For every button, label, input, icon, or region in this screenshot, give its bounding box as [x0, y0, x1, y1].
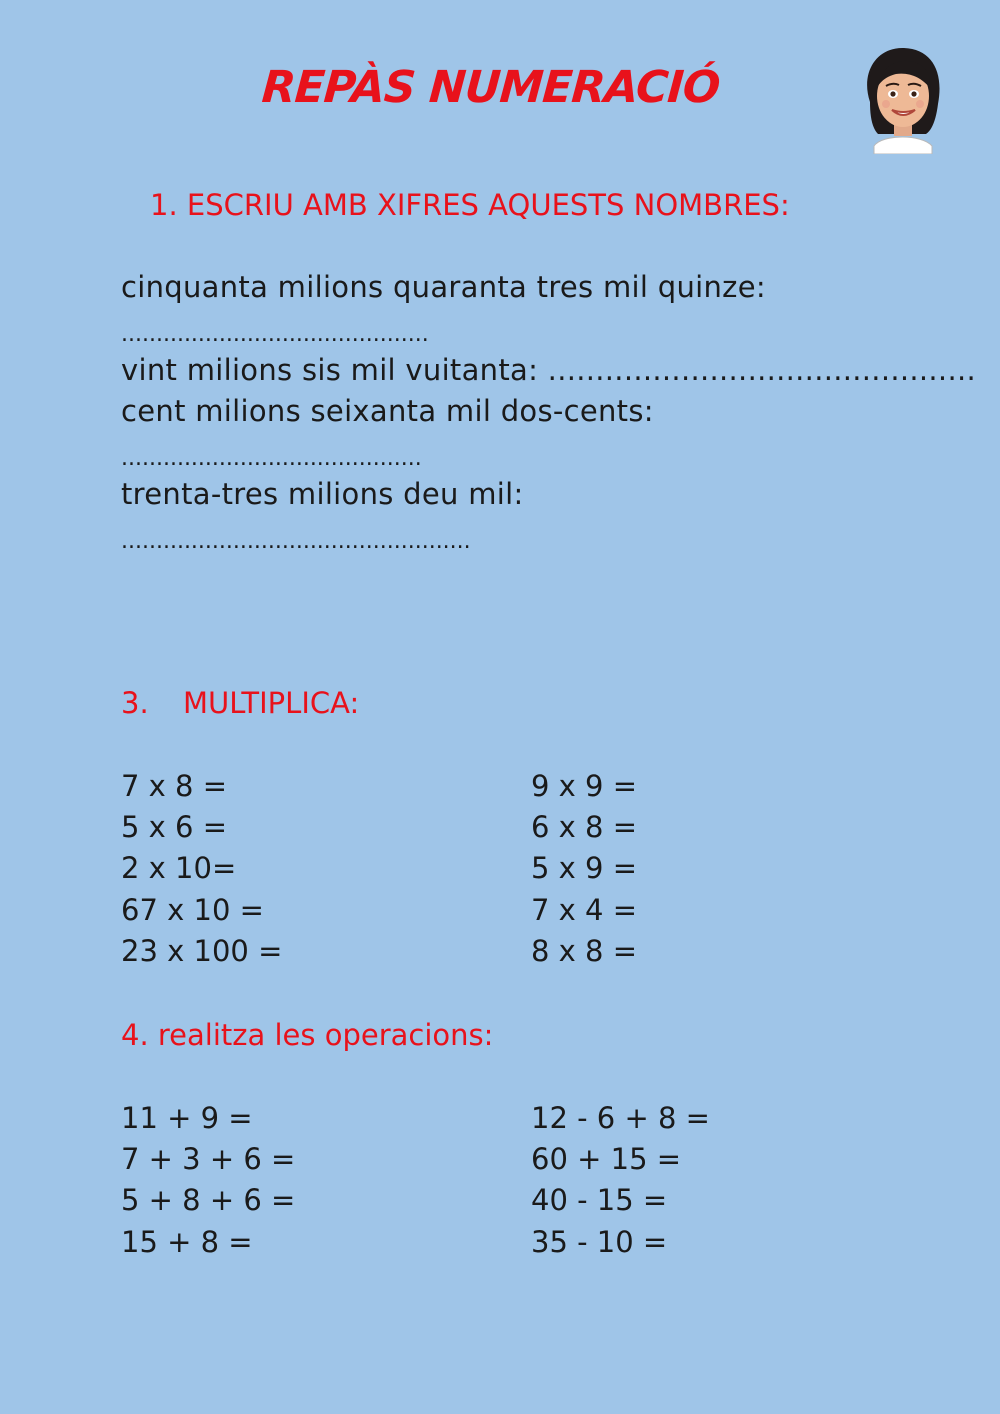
multiplication-item: 2 x 10=	[121, 851, 237, 885]
page-title: REPÀS NUMERACIÓ	[260, 62, 722, 113]
section-1-heading: 1. ESCRIU AMB XIFRES AQUESTS NOMBRES:	[150, 188, 790, 222]
multiplication-item: 6 x 8 =	[531, 810, 638, 844]
multiplication-item: 67 x 10 =	[121, 893, 264, 927]
operation-item: 11 + 9 =	[121, 1101, 253, 1135]
number-words-3: cent milions seixanta mil dos-cents:	[121, 394, 654, 428]
number-words-4: trenta-tres milions deu mil:	[121, 477, 524, 511]
operation-item: 7 + 3 + 6 =	[121, 1142, 296, 1176]
multiplication-item: 7 x 8 =	[121, 769, 228, 803]
section-3-heading	[121, 686, 359, 720]
operation-item: 15 + 8 =	[121, 1225, 253, 1259]
operation-item: 35 - 10 =	[531, 1225, 668, 1259]
multiplication-item: 8 x 8 =	[531, 934, 638, 968]
answer-blank-4[interactable]: ..................................................	[121, 529, 471, 554]
section-3-title: MULTIPLICA:	[183, 686, 360, 720]
operation-item: 12 - 6 + 8 =	[531, 1101, 710, 1135]
avatar-icon	[852, 42, 952, 154]
operation-item: 40 - 15 =	[531, 1183, 668, 1217]
operation-item: 5 + 8 + 6 =	[121, 1183, 296, 1217]
section-4-heading: 4. realitza les operacions:	[121, 1018, 494, 1052]
multiplication-item: 7 x 4 =	[531, 893, 638, 927]
section-3-number: 3.	[121, 686, 149, 720]
answer-blank-3[interactable]: ...........................................	[121, 446, 422, 471]
multiplication-item: 5 x 6 =	[121, 810, 228, 844]
multiplication-item: 9 x 9 =	[531, 769, 638, 803]
number-words-1: cinquanta milions quaranta tres mil quinze:	[121, 270, 766, 304]
multiplication-item: 5 x 9 =	[531, 851, 638, 885]
number-words-2: vint milions sis mil vuitanta: .............................................	[121, 353, 977, 387]
multiplication-item: 23 x 100 =	[121, 934, 283, 968]
answer-blank-1[interactable]: ............................................	[121, 322, 429, 347]
operation-item: 60 + 15 =	[531, 1142, 682, 1176]
